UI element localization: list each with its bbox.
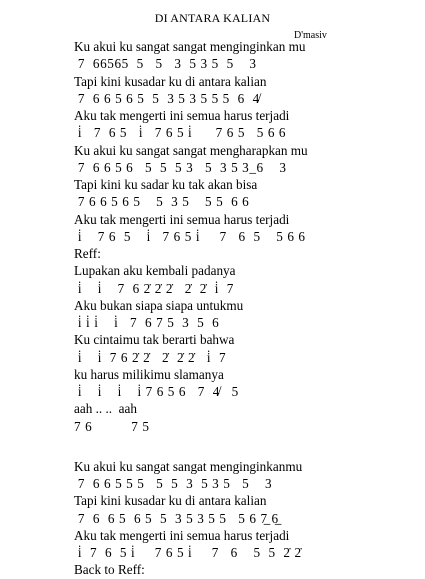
notation-line: 7 6 6 5 6 5 5 3 5 5 5 6 6: [74, 194, 250, 210]
lyric-line: ku harus milikimu slamanya: [74, 366, 224, 382]
notation-line: 7 6 6 5 6 5 5 3 5 3 5 5 5 6 7̲ 6̲: [74, 510, 279, 526]
notation-line: i̇ 7 6 5 i̇ 7 6 5 i̇ 7 6 5 5 2̇ 2̇: [74, 545, 302, 560]
lyric-line: aah .. .. aah: [74, 401, 137, 417]
lyric-line: Ku akui ku sangat sangat menginginkan mu: [74, 39, 306, 54]
lyric-line: Back to Reff:: [74, 562, 145, 578]
lyric-line: Tapi kini kusadar ku di antara kalian: [74, 493, 267, 509]
notation-line: 7 6 6 5 6 5 5 3 5 3 5 5 5 6 4̸: [74, 90, 260, 106]
notation-line: i̇ i̇ i̇ i̇ 7 6 5 6 7 4̸ 5: [74, 384, 239, 399]
lyric-line: Aku bukan siapa siapa untukmu: [74, 297, 244, 313]
notation-line: 7 6 6 5 6 5 5 5 3 5 3 5 3_6 3: [74, 159, 287, 175]
notation-line: 7 6 7 5: [74, 418, 150, 434]
song-title: DI ANTARA KALIAN: [154, 11, 271, 25]
notation-line: i̇ 7 6 5 i̇ 7 6 5 i̇ 7 6 5 5 6 6: [74, 228, 306, 244]
notation-line: i̇ i̇ i̇ i̇ 7 6 7 5 3 5 6: [74, 315, 220, 330]
spacer: [74, 435, 419, 458]
song-artist: D'masiv: [294, 30, 327, 41]
lyric-line: Aku tak mengerti ini semua harus terjadi: [74, 527, 290, 543]
lyric-line: Aku tak mengerti ini semua harus terjadi: [74, 211, 290, 227]
lyric-line: Ku akui ku sangat sangat menginginkanmu: [74, 458, 303, 474]
lyric-line: Tapi kini ku sadar ku tak akan bisa: [74, 177, 258, 192]
lyric-line: Lupakan aku kembali padanya: [74, 263, 236, 279]
lyric-line: Tapi kini kusadar ku di antara kalian: [74, 73, 267, 89]
notation-line: i̇ i̇ 7 6 2̇ 2̇ 2̇ 2̇ 2̇ i̇ 7: [74, 349, 227, 365]
lyric-line: Ku cintaimu tak berarti bahwa: [74, 332, 235, 348]
lyric-line: Reff:: [74, 246, 101, 261]
lyric-line: Aku tak mengerti ini semua harus terjadi: [74, 108, 290, 123]
lyrics-and-notation: [74, 38, 419, 579]
notation-line: i̇ i̇ 7 6 2̇ 2̇ 2̇ 2̇ 2̇ i̇ 7: [74, 280, 234, 296]
notation-line: i̇ 7 6 5 i̇ 7 6 5 i̇ 7 6 5 5 6 6: [74, 125, 287, 141]
lyric-line: Ku akui ku sangat sangat mengharapkan mu: [74, 142, 308, 158]
notation-line: 7 66565 5 5 3 5 3 5 5 3: [74, 56, 257, 72]
notation-line: 7 6 6 5 5 5 5 5 3 5 3 5 5 3: [74, 476, 273, 491]
